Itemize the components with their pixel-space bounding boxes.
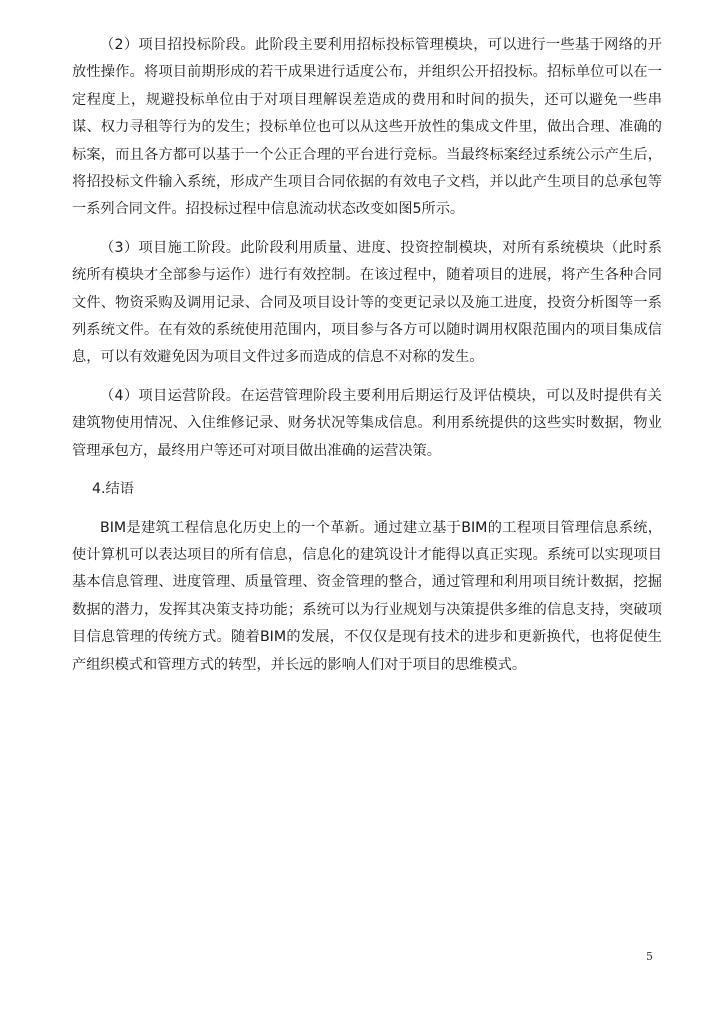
section-heading-conclusion: 4.结语 (92, 481, 134, 498)
page-number: 5 (646, 950, 653, 963)
paragraph-construction-stage: （3）项目施工阶段。此阶段利用质量、进度、投资控制模块，对所有系统模块（此时系统所有模块才全部参与运作）进行有效控制。在该过程中，随着项目的进展，将产生各种合同文件、物资采购及调用记录、合同及项目设计等的变更记录以及施工进度，投资分析图等一系列系统文件。在有效的系统使用范围内，项目参与各方可以随时调用权限范围内的项目集成信息，可以有效避免因为项目文件过多而造成的信息不对称的发生。 (72, 239, 662, 366)
document-body (72, 32, 662, 690)
paragraph-operation-stage: （4）项目运营阶段。在运营管理阶段主要利用后期运行及评估模块，可以及时提供有关建筑物使用情况、入住维修记录、财务状况等集成信息。利用系统提供的这些实时数据，物业管理承包方，最终用户等还可对项目做出准确的运营决策。 (72, 387, 662, 459)
paragraph-conclusion: BIM是建筑工程信息化历史上的一个革新。通过建立基于BIM的工程项目管理信息系统，使计算机可以表达项目的所有信息，信息化的建筑设计才能得以真正实现。系统可以实现项目基本信息管理、进度管理、质量管理、资金管理的整合，通过管理和利用项目统计数据，挖掘数据的潜力，发挥其决策支持功能；系统可以为行业规划与决策提供多维的信息支持，突破项目信息管理的传统方式。随着BIM的发展，不仅仅是现有技术的进步和更新换代，也将促使生产组织模式和管理方式的转型，并长远的影响人们对于项目的思维模式。 (72, 519, 662, 673)
paragraph-bidding-stage: （2）项目招投标阶段。此阶段主要利用招标投标管理模块，可以进行一些基于网络的开放性操作。将项目前期形成的若干成果进行适度公布，并组织公开招投标。招标单位可以在一定程度上，规避投标单位由于对项目理解误差造成的费用和时间的损失，还可以避免一些串谋、权力寻租等行为的发生；投标单位也可以从这些开放性的集成文件里，做出合理、准确的标案，而且各方都可以基于一个公正合理的平台进行竞标。当最终标案经过系统公示产生后，将招投标文件输入系统，形成产生项目合同依据的有效电子文档，并以此产生项目的总承包等一系列合同文件。招投标过程中信息流动状态改变如图5所示。 (72, 37, 662, 218)
